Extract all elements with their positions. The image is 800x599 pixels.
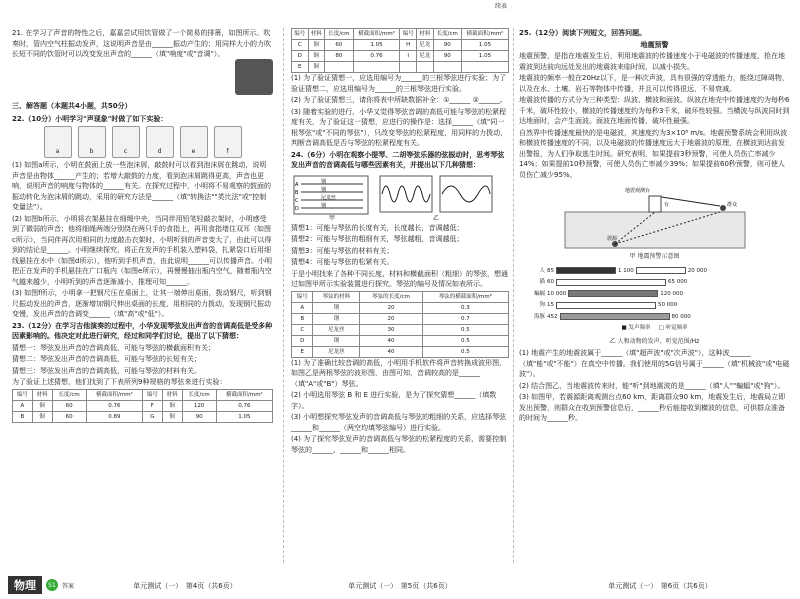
q24-hypothesis-4: 猜想4：可能与琴弦的松紧有关。 xyxy=(291,258,394,266)
svg-text:震源: 震源 xyxy=(606,236,617,242)
page-6-footer: 单元测试（一） 第6页（共6页） xyxy=(608,582,712,590)
q24-figures xyxy=(291,173,509,221)
svg-text:地震观测台: 地震观测台 xyxy=(624,188,650,194)
subject-badge: S1 xyxy=(46,579,58,591)
q22-part2: (2) 如图b所示，小明将衣架悬挂在细绳中央，当同伴用铅笔轻敲衣架时，小明感受到了微弱的声音；他将细绳两端分别绕在两只手的食指上，再用食指堵住双耳（如图c所示），当同伴再次用相同的力度敲击衣架时，小明听到的声音变大了，由此可以得到的结论是______。小明继续探究，将正在发声的手机装入塑料袋，扎紧袋口后用细线悬挂在水中（如图d所示），他听到手机声音，由此说明______可以传播声音。小明把正在发声的手机悬挂在广口瓶内（如图e所示），再慢慢抽出瓶内空气，随着瓶内空气越来越少，小明听到的声音逐渐减小，推理可知______。 xyxy=(12,214,272,286)
question-22: 22.（10分）小明学习"声现象"时做了如下实验： xyxy=(12,114,168,123)
bar xyxy=(556,279,666,286)
svg-text:尼龙丝: 尼龙丝 xyxy=(321,194,337,201)
question-23: 23.（12分）在学习吉他演奏的过程中，小华发现琴弦发出声音的音调高低是受多种因素影响的。他决定对此进行研究，经过和同学们讨论，提出了以下猜想： xyxy=(12,321,273,340)
subject-label: 物理 xyxy=(8,576,42,594)
bar xyxy=(560,313,670,320)
q24-hypothesis-1: 猜想1：可能与琴弦的长度有关，长度越长，音调越低； xyxy=(291,223,464,232)
question-24: 24.（6分）小明在观察小提琴、二胡等弦乐器的弦振动时，思考琴弦发出声音的音调高低与哪些因素有关，并提出以下几种猜想： xyxy=(291,150,505,169)
page-5-footer: 单元测试（一） 第5页（共6页） xyxy=(348,582,452,590)
string-spec-table-continued: 编号 材料 长度/cm 横截面积/mm² 编号 材料 长度/cm 横截面积/mm² C 铜 60 1.05 H 尼龙 90 1.05 D 铜 80 0.76 I 尼龙 90 1.05 E 铜 xyxy=(291,28,509,73)
question-25: 25.（12分）阅读下列短文，回答问题。 xyxy=(519,29,647,37)
table-row: C 铜 60 1.05 H 尼龙 90 1.05 xyxy=(292,40,509,51)
q24-hypothesis-3: 猜想3：可能与琴弦的材料有关； xyxy=(291,246,394,255)
svg-text:A: A xyxy=(295,181,299,188)
waveform-diagram xyxy=(377,173,497,221)
q22-part3: (3) 如图f所示，小明拿一把钢尺压在桌面上，让其一端伸出桌面，拨动钢尺，听到钢尺振动发出的声音，逐渐增加钢尺伸出桌面的长度，用相同的力拨动，发现钢尺振动变慢，发出声音的音调变______（填"高"或"低"）。 xyxy=(12,289,272,318)
bar-row-dog: 狗 15 50 000 xyxy=(539,302,678,308)
q24-part1: (1) 为了准确比较音调的高低，小明用手机软件将声音转换成波形图，如图乙是两根琴弦的波形图，由图可知，音调较高的是______（填"A"或"B"）琴弦。 xyxy=(291,358,507,388)
experiment-figures xyxy=(12,126,273,158)
bar xyxy=(636,267,686,274)
subject-logo xyxy=(8,576,74,594)
string-setup-diagram xyxy=(291,173,371,221)
figure-1-caption: 甲 地震预警示意图 xyxy=(629,253,680,260)
earthquake-warning-diagram xyxy=(555,182,755,252)
bar xyxy=(568,290,658,297)
figure-e: e xyxy=(180,126,208,158)
q25-part3: (3) 如图甲，若震源距离观测台点60 km，距离群众90 km，地震发生后，地震局立即发出预警，则群众在收到预警信息后，______秒后能接收到横波的信息，可供群众准备的时间为______秒。 xyxy=(519,393,786,422)
q23-part2: (2) 为了验证猜想三，请你将表中所缺数据补全：①______ ②______。 xyxy=(291,96,507,104)
q24-hypothesis-2: 猜想2：可能与琴弦的粗细有关，琴弦越粗，音调越低； xyxy=(291,235,464,243)
table-row: C 尼龙丝 30 0.5 xyxy=(292,324,509,335)
figure-b: b xyxy=(78,126,106,158)
figure-d: d xyxy=(146,126,174,158)
figure-c: c xyxy=(112,126,140,158)
string-spec-table: 编号 材料 长度/cm 横截面积/mm² 编号 材料 长度/cm 横截面积/mm² A 铜 60 0.76 F 铜 120 0.76 B 铜 60 0.89 G 铜 90 1.05 xyxy=(12,389,273,423)
page-4-footer: 单元测试（一） 第4页（共6页） xyxy=(133,582,237,590)
bar-row-human: 人 85 1 100 20 000 xyxy=(539,267,707,274)
table-row: D 钢 40 0.5 xyxy=(292,335,509,346)
page-4-column xyxy=(0,0,283,599)
bar xyxy=(556,267,616,274)
figure-a: a xyxy=(44,126,72,158)
question-21: 21. 在学习了声音的特性之后，嘉嘉尝试用饮管做了一个简易的排箫，如图所示。吹奏时，管内空气柱振动发声，这说明声音是由______振动产生的；用同样大小的力吹长短不同的饮管时可以改变发出声音的______（填"响度"或"音调"）。 xyxy=(12,29,271,58)
bar-row-bat: 蝙蝠 10 000 120 000 xyxy=(533,290,683,297)
q23-hypothesis-3: 猜想三：琴弦发出声音的音调高低，可能与琴弦的材料有关。 xyxy=(12,366,201,375)
q24-part4: (4) 为了探究琴弦发声的音调高低与琴弦的松紧程度的关系，需要控制琴弦的______、______和______相同。 xyxy=(291,435,507,454)
q24-string-table: 编号 琴弦的材料 琴弦的长度/cm 琴弦的横截面积/mm² A 钢 20 0.3 B 钢 20 0.7 C 尼龙丝 30 0.5 D 钢 40 0.5 E 尼龙丝 40 0.5 xyxy=(291,291,509,358)
chart-legend: ■ 发声频率 □ 听觉频率 xyxy=(621,325,688,331)
table-row: A 钢 20 0.3 xyxy=(292,302,509,313)
q23-hypothesis-2: 猜想二：琴弦发出声音的音调高低，可能与琴弦的长短有关； xyxy=(12,355,201,363)
table-row: A 铜 60 0.76 F 铜 120 0.76 xyxy=(13,400,273,411)
svg-text:钢: 钢 xyxy=(321,186,327,193)
table-row: B 铜 60 0.89 G 铜 90 1.05 xyxy=(13,411,273,422)
article-title: 地震预警 xyxy=(640,40,669,49)
panpipe-photo xyxy=(235,59,273,95)
svg-text:钢: 钢 xyxy=(321,202,327,209)
article-para-2: 地震波的频率一般在20Hz以下，是一种次声波，具有很强的穿透能力，能绕过障碍物，以及在水、土壤、岩石等物体中传播，并且可以传得很远，不易衰减。 xyxy=(519,74,789,93)
q23-part3: (3) 随着实验的进行，小华又觉得琴弦音调的高低可能与琴弦的松紧程度有关，为了验证这一猜想，应进行的操作是：选择______（填"同一根琴弦"或"不同的琴弦"），只改变琴弦的松紧程度，用同样的力拨动，判断音调高低是否与琴弦的松紧程度有关。 xyxy=(291,107,508,147)
section-3-heading: 三、解答题（本题共4小题，共50分） xyxy=(12,102,132,110)
svg-text:甲: 甲 xyxy=(329,214,336,221)
article-para-1: 地震预警，是指在地震发生后，利用地震波的传播速度小于电磁波的传播速度，抢在地震波到达前向远处发出的地震波来临时间，以减小损失。 xyxy=(519,52,785,71)
figure-2-caption: 乙 人和动物的发声、听觉范围/Hz xyxy=(609,337,700,345)
table-row: B 钢 20 0.7 xyxy=(292,313,509,324)
page-6-column xyxy=(513,0,800,599)
q24-part2: (2) 小明选用琴弦 B 和 E 进行实验，是为了探究猜想______（填数字）。 xyxy=(291,391,497,410)
q24-part3: (3) 小明想探究琴弦发声的音调高低与琴弦的粗细的关系，应选择琴弦______和______（两空均填琴弦编号）进行实验。 xyxy=(291,413,507,432)
q23-hypothesis-1: 猜想一：琴弦发出声音的音调高低，可能与琴弦的横截面积有关； xyxy=(12,343,215,352)
svg-text:B: B xyxy=(295,189,299,196)
q25-part2: (2) 结合图乙，当地震波传来时，能"听"到地震波的是______（填"人""蝙蝠"或"狗"）。 xyxy=(519,381,785,390)
figure-f: f xyxy=(214,126,242,158)
subject-sub: 答案 xyxy=(62,582,75,590)
svg-text:乙: 乙 xyxy=(433,214,440,221)
article-para-3: 地震波传播的方式分为三种类型：纵波、横波和面波。纵波在地壳中传播速度约为每秒6千米，破坏性较小，横波的传播速度约为每秒3千米，破坏性较强。当横波与纵波同时到达地面时，会产生面波。面波在地面传播，破坏性最强。 xyxy=(519,96,790,125)
continued-label: 续表 xyxy=(494,3,507,10)
bar xyxy=(556,302,656,309)
svg-text:C: C xyxy=(295,197,299,204)
page-5-column xyxy=(283,0,513,599)
table-row: E 尼龙丝 40 0.5 xyxy=(292,346,509,357)
frequency-range-chart xyxy=(519,266,790,334)
table-row: E 铜 xyxy=(292,62,509,73)
q23-part1: (1) 为了验证猜想一，应选用编号为______的三根琴弦进行实验；为了验证猜想二，应选用编号为______的三根琴弦进行实验。 xyxy=(291,74,507,93)
bar-row-cat: 猫 60 65 000 xyxy=(539,279,688,285)
article-para-4: 自然界中传播速度最快的是电磁波，其速度约为3×10⁸ m/s。地震预警系统会利用纵波和横波传播速度的不同，以及电磁波的传播速度远大于地震波的原理，在横波到达前发出警报，为人们争取逃生时间。研究表明，如果提前3秒预警，可使人员伤亡率减少14%；如果提前10秒预警，可使人员伤亡率减少39%；如果提前60秒预警，则可使人员伤亡减少95%。 xyxy=(519,128,788,179)
q24-setup-text: 于是小明找来了各种不同长度、材料和横截面积（粗细）的琴弦，想通过如图甲所示实验装置进行探究。琴弦的编号及情况如表所示。 xyxy=(291,269,508,288)
svg-text:群众: 群众 xyxy=(726,202,737,208)
q23-prompt: 为了验证上述猜想，他们找到了下表所列9种规格的琴弦来进行实验： xyxy=(12,378,227,386)
q25-part1: (1) 地震产生的地震波属于______（填"超声波"或"次声波"），这种波______（填"能"或"不能"）在真空中传播。我们使用的5G信号属于______（填"机械波"或"电磁波"）。 xyxy=(519,349,790,378)
q22-part1: (1) 如图a所示，小明在鼓面上放一些泡沫屑，敲鼓时可以看到泡沫屑在跳动，说明声音是由物体______产生的；若增大敲鼓的力度，看到泡沫屑跳得更高，声音也更响，说明声音的响度与物体的______有关。在探究过程中，小明将不易观察的鼓面的振动转化为泡沫屑的跳动，采用的研究方法是______（填"转换法""类比法"或"控制变量法"）。 xyxy=(12,161,271,211)
svg-text:台: 台 xyxy=(663,202,669,208)
bar-row-dolphin: 海豚 452 80 000 xyxy=(533,313,691,320)
table-row: D 铜 80 0.76 I 尼龙 90 1.05 xyxy=(292,51,509,62)
svg-text:钢: 钢 xyxy=(321,178,327,185)
svg-text:D: D xyxy=(295,205,299,212)
